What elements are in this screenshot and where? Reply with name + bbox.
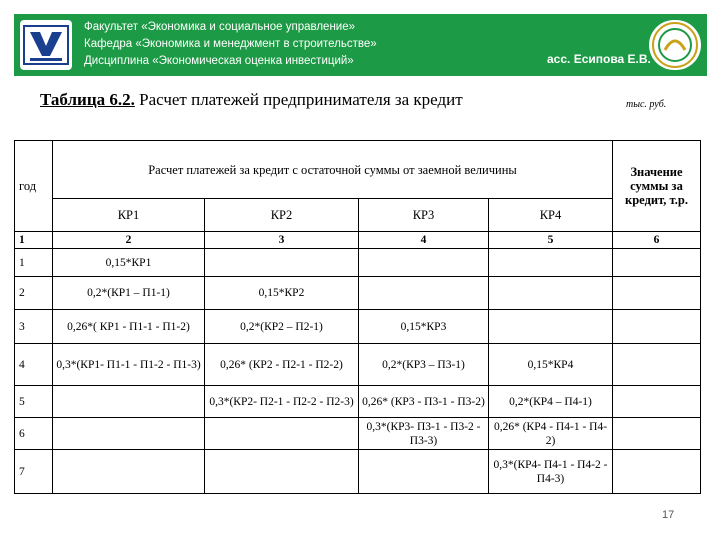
payment-cell	[489, 249, 613, 277]
payment-cell: 0,15*КР4	[489, 344, 613, 386]
value-cell	[613, 418, 701, 450]
value-cell	[613, 344, 701, 386]
payment-cell	[205, 249, 359, 277]
column-number: 4	[359, 232, 489, 249]
year-cell: 5	[15, 386, 53, 418]
value-cell	[613, 277, 701, 310]
column-header-kr4: КР4	[489, 199, 613, 232]
payment-cell: 0,15*КР2	[205, 277, 359, 310]
payment-cell	[359, 249, 489, 277]
payment-cell: 0,3*(КР4- П4-1 - П4-2 - П4-3)	[489, 450, 613, 494]
column-number: 6	[613, 232, 701, 249]
units-label: тыс. руб.	[626, 99, 667, 110]
table-row	[15, 386, 701, 418]
payment-cell: 0,2*(КР2 – П2-1)	[205, 310, 359, 344]
year-header: год	[15, 141, 53, 232]
table-title	[40, 90, 463, 110]
column-number: 2	[53, 232, 205, 249]
payment-cell	[489, 310, 613, 344]
column-number: 5	[489, 232, 613, 249]
main-header: Расчет платежей за кредит с остаточной суммы от заемной величины	[53, 141, 613, 199]
payment-cell: 0,15*КР1	[53, 249, 205, 277]
payment-cell: 0,2*(КР1 – П1-1)	[53, 277, 205, 310]
payment-cell	[53, 386, 205, 418]
author-name: асс. Есипова Е.В.	[547, 52, 651, 66]
value-cell	[613, 450, 701, 494]
payment-cell: 0,26* (КР2 - П2-1 - П2-2)	[205, 344, 359, 386]
faculty-line: Факультет «Экономика и социальное управление»	[84, 21, 356, 33]
table-row	[15, 418, 701, 450]
column-numbers-row	[15, 232, 701, 249]
payment-cell: 0,15*КР3	[359, 310, 489, 344]
payment-cell: 0,2*(КР3 – П3-1)	[359, 344, 489, 386]
payment-cell: 0,3*(КР1- П1-1 - П1-2 - П1-3)	[53, 344, 205, 386]
value-cell	[613, 386, 701, 418]
payment-cell: 0,26* (КР3 - П3-1 - П3-2)	[359, 386, 489, 418]
payment-cell	[359, 277, 489, 310]
year-cell: 7	[15, 450, 53, 494]
table-row	[15, 249, 701, 277]
payment-cell	[205, 418, 359, 450]
discipline-line: Дисциплина «Экономическая оценка инвестиций»	[84, 55, 354, 67]
table-number: Таблица 6.2.	[40, 90, 135, 109]
table-caption: Расчет платежей предпринимателя за кредит	[139, 90, 463, 109]
column-header-kr3: КР3	[359, 199, 489, 232]
value-header: Значение суммы за кредит, т.р.	[613, 141, 701, 232]
payment-cell	[53, 418, 205, 450]
payment-cell: 0,2*(КР4 – П4-1)	[489, 386, 613, 418]
year-cell: 6	[15, 418, 53, 450]
year-cell: 3	[15, 310, 53, 344]
payment-cell: 0,3*(КР3- П3-1 - П3-2 - П3-3)	[359, 418, 489, 450]
payment-cell: 0,3*(КР2- П2-1 - П2-2 - П2-3)	[205, 386, 359, 418]
column-header-kr1: КР1	[53, 199, 205, 232]
table-row	[15, 344, 701, 386]
year-cell: 2	[15, 277, 53, 310]
payment-cell: 0,26*( КР1 - П1-1 - П1-2)	[53, 310, 205, 344]
university-logo-icon	[20, 20, 72, 70]
payment-cell	[359, 450, 489, 494]
year-cell: 1	[15, 249, 53, 277]
year-cell: 4	[15, 344, 53, 386]
table-row	[15, 310, 701, 344]
value-cell	[613, 249, 701, 277]
payments-table	[14, 140, 701, 494]
payment-cell	[489, 277, 613, 310]
column-header-kr2: КР2	[205, 199, 359, 232]
table-row	[15, 277, 701, 310]
page-number: 17	[662, 509, 675, 521]
department-line: Кафедра «Экономика и менеджмент в строительстве»	[84, 38, 377, 50]
header-lines	[84, 19, 377, 70]
department-logo-icon	[649, 20, 701, 70]
column-number: 1	[15, 232, 53, 249]
header-banner	[14, 14, 707, 76]
column-number: 3	[205, 232, 359, 249]
payment-cell	[205, 450, 359, 494]
value-cell	[613, 310, 701, 344]
payment-cell	[53, 450, 205, 494]
payment-cell: 0,26* (КР4 - П4-1 - П4-2)	[489, 418, 613, 450]
table-row	[15, 450, 701, 494]
